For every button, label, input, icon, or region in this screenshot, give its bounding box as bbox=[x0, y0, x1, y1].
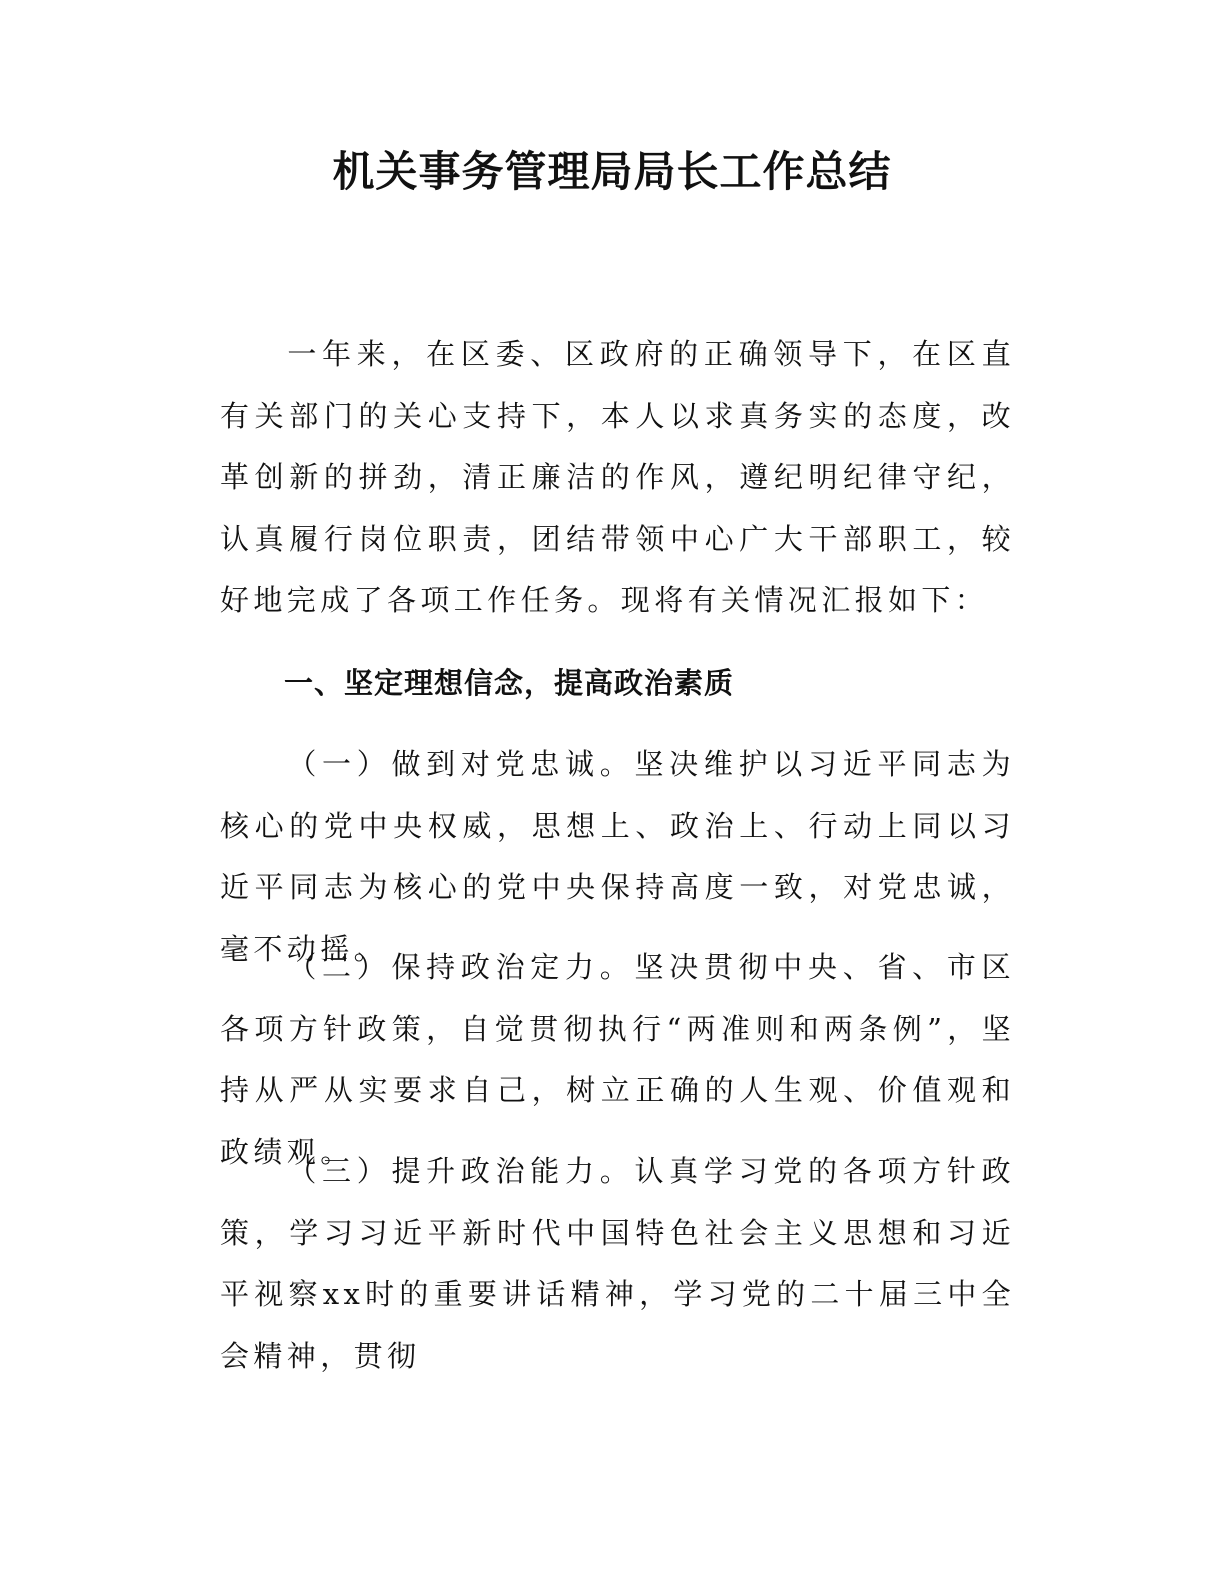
paragraph-3-text: （三）提升政治能力。认真学习党的各项方针政策，学习习近平新时代中国特色社会主义思想和习近平视察xx时的重要讲话精神，学习党的二十届三中全会精神，贯彻 bbox=[220, 1154, 1015, 1373]
section-heading-1: 一、坚定理想信念，提高政治素质 bbox=[284, 666, 735, 700]
document-title: 机关事务管理局局长工作总结 bbox=[332, 147, 892, 196]
paragraph-1-text: （一）做到对党忠诚。坚决维护以习近平同志为核心的党中央权威，思想上、政治上、行动上同以习近平同志为核心的党中央保持高度一致，对党忠诚，毫不动摇。 bbox=[220, 747, 1015, 966]
intro-paragraph bbox=[220, 324, 1015, 632]
paragraph-3 bbox=[220, 1141, 1015, 1387]
intro-text: 一年来，在区委、区政府的正确领导下，在区直有关部门的关心支持下，本人以求真务实的态度，改革创新的拼劲，清正廉洁的作风，遵纪明纪律守纪，认真履行岗位职责，团结带领中心广大干部职工，较好地完成了各项工作任务。现将有关情况汇报如下： bbox=[220, 337, 1015, 617]
paragraph-2-text: （二）保持政治定力。坚决贯彻中央、省、市区各项方针政策，自觉贯彻执行“两准则和两条例”，坚持从严从实要求自己，树立正确的人生观、价值观和政绩观。 bbox=[220, 950, 1015, 1169]
